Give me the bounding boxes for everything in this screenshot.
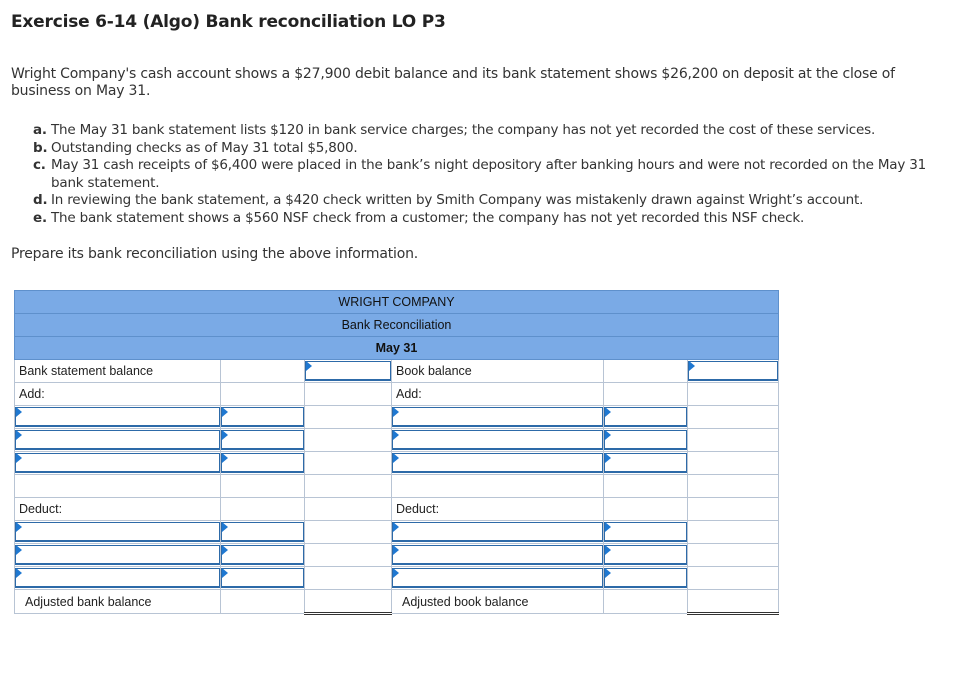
- book-add-amount-2[interactable]: [604, 430, 687, 450]
- statement-heading: Bank Reconciliation: [15, 314, 779, 337]
- empty-cell: [604, 360, 688, 383]
- bank-add-desc-cell: [15, 406, 221, 429]
- adjusted-bank-balance-total: [305, 590, 392, 614]
- empty-cell: [305, 406, 392, 429]
- book-deduct-description-1[interactable]: [392, 522, 603, 542]
- bank-deduct-description-3[interactable]: [15, 568, 220, 588]
- bank-statement-balance-label: Bank statement balance: [15, 360, 221, 383]
- bank-deduct-amount-2[interactable]: [221, 545, 304, 565]
- book-deduct-label: Deduct:: [392, 498, 604, 521]
- bank-add-desc-cell: [15, 429, 221, 452]
- company-name: WRIGHT COMPANY: [15, 291, 779, 314]
- book-balance-input[interactable]: [688, 361, 778, 381]
- bank-deduct-desc-cell: [15, 567, 221, 590]
- book-add-amount-1[interactable]: [604, 407, 687, 427]
- item-letter: c.: [33, 157, 46, 173]
- bank-deduct-description-2[interactable]: [15, 545, 220, 565]
- table-row: [15, 498, 779, 521]
- book-add-amt-cell: [604, 429, 688, 452]
- book-add-amount-3[interactable]: [604, 453, 687, 473]
- table-row: [15, 590, 779, 614]
- empty-cell: [305, 498, 392, 521]
- book-deduct-desc-cell: [392, 567, 604, 590]
- item-letter: b.: [33, 139, 48, 156]
- bank-add-amt-cell: [221, 406, 305, 429]
- table-row: [15, 567, 779, 590]
- book-deduct-amount-1[interactable]: [604, 522, 687, 542]
- transaction-list: [33, 122, 933, 227]
- empty-cell: [392, 475, 604, 498]
- book-add-desc-cell: [392, 429, 604, 452]
- book-deduct-desc-cell: [392, 521, 604, 544]
- empty-cell: [305, 521, 392, 544]
- book-deduct-description-2[interactable]: [392, 545, 603, 565]
- empty-cell: [221, 383, 305, 406]
- item-text: Outstanding checks as of May 31 total $5,800.: [51, 139, 358, 156]
- bank-deduct-label: Deduct:: [15, 498, 221, 521]
- bank-add-description-1[interactable]: [15, 407, 220, 427]
- bank-reconciliation-table: [14, 290, 779, 615]
- bank-balance-input[interactable]: [305, 361, 391, 381]
- empty-cell: [221, 590, 305, 614]
- bank-deduct-amount-3[interactable]: [221, 568, 304, 588]
- bank-add-desc-cell: [15, 452, 221, 475]
- book-add-label: Add:: [392, 383, 604, 406]
- list-item-b: [33, 140, 933, 158]
- book-deduct-amt-cell: [604, 567, 688, 590]
- empty-cell: [305, 452, 392, 475]
- empty-cell: [604, 590, 688, 614]
- bank-add-amt-cell: [221, 429, 305, 452]
- exercise-title: Exercise 6-14 (Algo) Bank reconciliation LO P3: [11, 12, 446, 32]
- empty-cell: [688, 452, 779, 475]
- empty-cell: [221, 360, 305, 383]
- bank-deduct-amt-cell: [221, 521, 305, 544]
- book-balance-cell: [688, 360, 779, 383]
- adjusted-book-balance-label: Adjusted book balance: [392, 590, 604, 614]
- table-row: [15, 452, 779, 475]
- list-item-a: [33, 122, 933, 140]
- empty-cell: [15, 475, 221, 498]
- table-row: [15, 544, 779, 567]
- table-row: [15, 521, 779, 544]
- item-text: The bank statement shows a $560 NSF check from a customer; the company has not yet recorded this NSF check.: [51, 209, 805, 226]
- bank-add-amount-2[interactable]: [221, 430, 304, 450]
- empty-cell: [688, 383, 779, 406]
- empty-cell: [221, 498, 305, 521]
- table-row: [15, 429, 779, 452]
- book-add-description-2[interactable]: [392, 430, 603, 450]
- empty-cell: [305, 429, 392, 452]
- book-add-description-1[interactable]: [392, 407, 603, 427]
- bank-add-amount-3[interactable]: [221, 453, 304, 473]
- empty-cell: [305, 544, 392, 567]
- empty-cell: [604, 383, 688, 406]
- book-deduct-amount-3[interactable]: [604, 568, 687, 588]
- item-text: In reviewing the bank statement, a $420 check written by Smith Company was mistakenly drawn against Wright’s account.: [51, 192, 864, 208]
- bank-deduct-amount-1[interactable]: [221, 522, 304, 542]
- book-balance-label: Book balance: [392, 360, 604, 383]
- table-row: [15, 383, 779, 406]
- empty-cell: [688, 429, 779, 452]
- empty-cell: [221, 475, 305, 498]
- book-deduct-amt-cell: [604, 544, 688, 567]
- bank-add-amount-1[interactable]: [221, 407, 304, 427]
- empty-cell: [688, 567, 779, 590]
- adjusted-bank-balance-label: Adjusted bank balance: [15, 590, 221, 614]
- empty-cell: [688, 544, 779, 567]
- bank-add-amt-cell: [221, 452, 305, 475]
- book-deduct-description-3[interactable]: [392, 568, 603, 588]
- empty-cell: [688, 406, 779, 429]
- empty-cell: [688, 475, 779, 498]
- book-add-description-3[interactable]: [392, 453, 603, 473]
- item-letter: a.: [33, 122, 47, 138]
- bank-deduct-desc-cell: [15, 544, 221, 567]
- book-deduct-amt-cell: [604, 521, 688, 544]
- exercise-intro: Wright Company's cash account shows a $27,900 debit balance and its bank statement shows $26,200 on deposit at the close of business on May 31.: [11, 66, 895, 99]
- item-text: The May 31 bank statement lists $120 in bank service charges; the company has not yet recorded the cost of these services.: [51, 122, 876, 138]
- empty-cell: [604, 475, 688, 498]
- empty-cell: [604, 498, 688, 521]
- item-letter: e.: [33, 209, 47, 226]
- list-item-c: [33, 157, 933, 192]
- empty-cell: [688, 498, 779, 521]
- list-item-e: [33, 210, 933, 228]
- bank-deduct-desc-cell: [15, 521, 221, 544]
- book-deduct-amount-2[interactable]: [604, 545, 687, 565]
- item-text: May 31 cash receipts of $6,400 were placed in the bank’s night depository after banking hours and were not recorded on the May 31 bank statement.: [51, 157, 927, 191]
- table-row: [15, 360, 779, 383]
- bank-deduct-amt-cell: [221, 567, 305, 590]
- bank-deduct-description-1[interactable]: [15, 522, 220, 542]
- item-letter: d.: [33, 192, 48, 208]
- empty-cell: [305, 475, 392, 498]
- empty-cell: [305, 383, 392, 406]
- bank-add-description-3[interactable]: [15, 453, 220, 473]
- exercise-prompt: Prepare its bank reconciliation using the above information.: [11, 246, 418, 262]
- bank-balance-cell: [305, 360, 392, 383]
- book-add-amt-cell: [604, 406, 688, 429]
- book-deduct-desc-cell: [392, 544, 604, 567]
- table-row: [15, 406, 779, 429]
- book-add-amt-cell: [604, 452, 688, 475]
- book-add-desc-cell: [392, 452, 604, 475]
- book-add-desc-cell: [392, 406, 604, 429]
- empty-cell: [305, 567, 392, 590]
- adjusted-book-balance-total: [688, 590, 779, 614]
- bank-add-label: Add:: [15, 383, 221, 406]
- table-row: [15, 475, 779, 498]
- bank-deduct-amt-cell: [221, 544, 305, 567]
- statement-date: May 31: [15, 337, 779, 360]
- empty-cell: [688, 521, 779, 544]
- list-item-d: [33, 192, 933, 210]
- bank-add-description-2[interactable]: [15, 430, 220, 450]
